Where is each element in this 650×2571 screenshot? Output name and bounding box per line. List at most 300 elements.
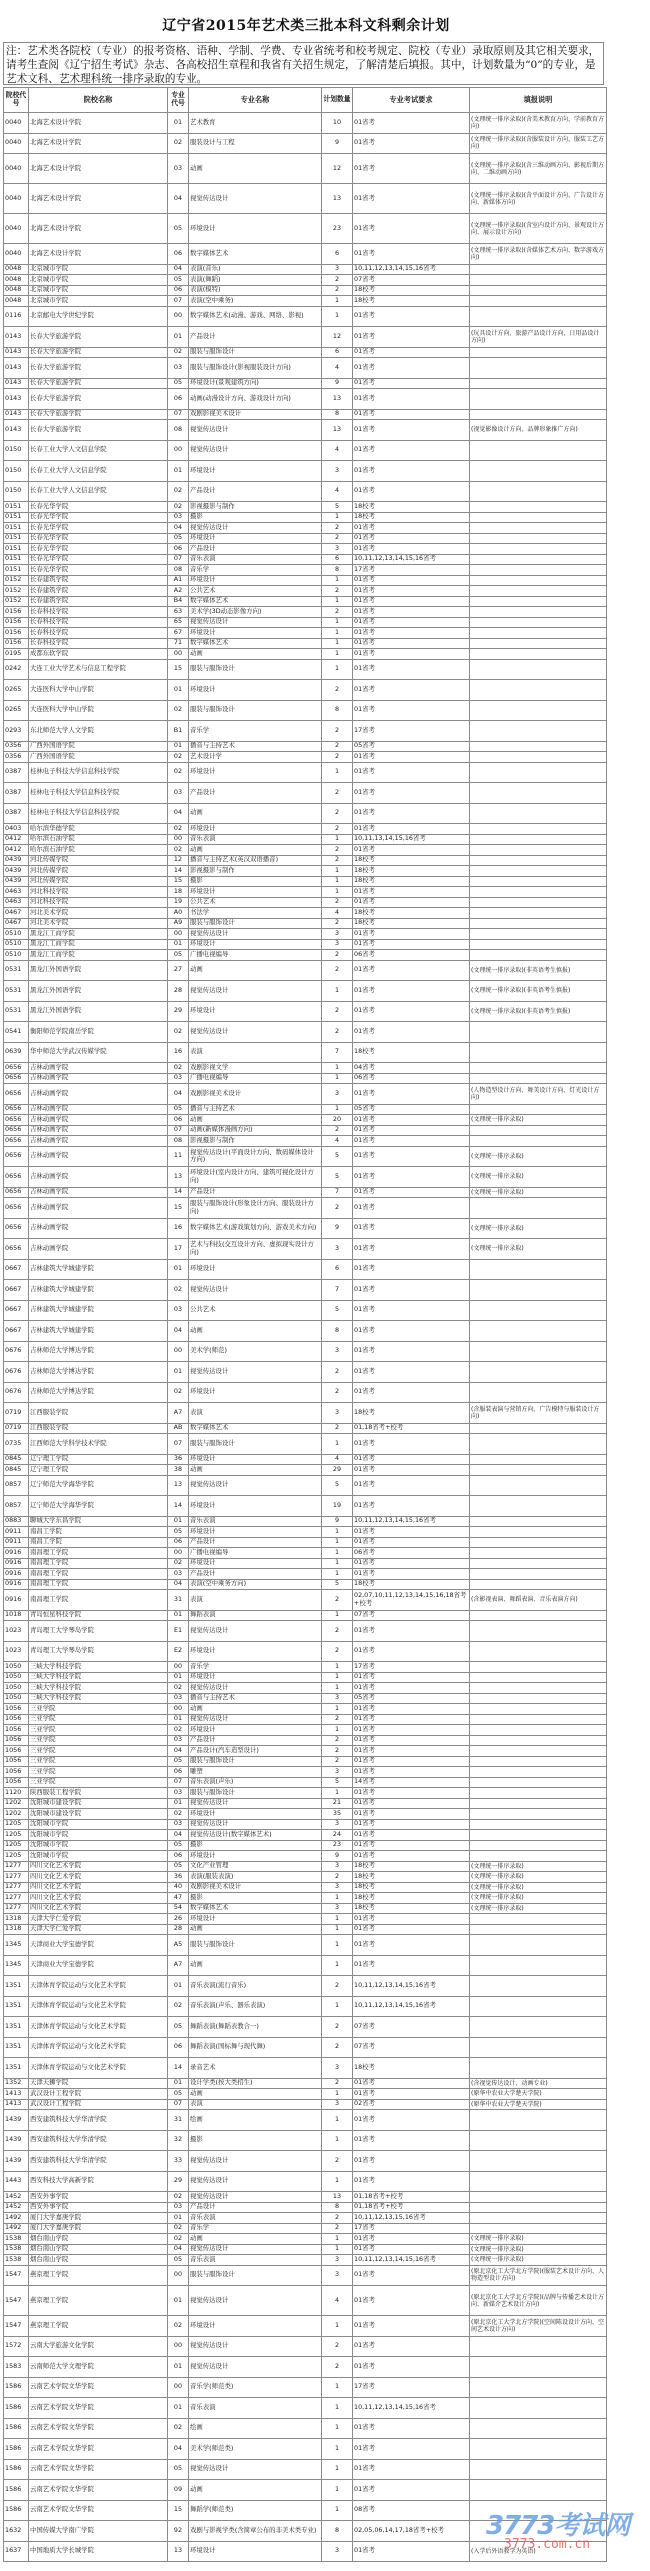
exam-requirement-cell: 01省考 bbox=[353, 2459, 470, 2480]
major-name-cell: 设计学类(按大类招生) bbox=[189, 2078, 322, 2089]
school-name-cell: 河北美术学院 bbox=[29, 908, 168, 919]
table-row bbox=[4, 1454, 607, 1465]
notes-cell bbox=[470, 2336, 607, 2357]
table-row bbox=[4, 741, 607, 752]
major-name-cell: 戏剧影视美术设计 bbox=[189, 1084, 322, 1105]
major-name-cell: 戏剧影视文学 bbox=[189, 1063, 322, 1074]
major-name-cell: 音乐表演(流行音乐) bbox=[189, 1976, 322, 1997]
notes-cell bbox=[470, 1976, 607, 1997]
table-row bbox=[4, 1914, 607, 1925]
major-code-cell: 54 bbox=[168, 1903, 189, 1914]
school-code-cell: 1586 bbox=[4, 2439, 29, 2460]
school-name-cell: 北海艺术设计学院 bbox=[29, 184, 168, 214]
table-row bbox=[4, 1683, 607, 1694]
exam-requirement-cell: 01省考 bbox=[353, 659, 470, 680]
table-row bbox=[4, 2480, 607, 2501]
plan-count-cell: 5 bbox=[322, 1167, 353, 1188]
school-name-cell: 长春科技学院 bbox=[29, 617, 168, 628]
major-name-cell: 数字媒体艺术(动漫、游戏、网络、影视) bbox=[189, 306, 322, 327]
school-code-cell: 0150 bbox=[4, 481, 29, 502]
school-name-cell: 四川文化艺术学院 bbox=[29, 1872, 168, 1883]
school-name-cell: 云南艺术学院文华学院 bbox=[29, 2500, 168, 2521]
school-code-cell: 1018 bbox=[4, 1610, 29, 1621]
school-code-cell: 0356 bbox=[4, 752, 29, 763]
exam-requirement-cell: 01省考 bbox=[353, 533, 470, 544]
plan-count-cell: 2 bbox=[322, 1872, 353, 1883]
major-code-cell: 00 bbox=[168, 306, 189, 327]
major-name-cell: 表演(舞蹈) bbox=[189, 275, 322, 286]
table-row bbox=[4, 1187, 607, 1198]
school-name-cell: 长春光华学院 bbox=[29, 502, 168, 513]
exam-requirement-cell: 01省考 bbox=[353, 133, 470, 154]
plan-count-cell: 1 bbox=[322, 762, 353, 783]
major-name-cell: 环境设计 bbox=[189, 1851, 322, 1862]
major-code-cell: 02 bbox=[168, 845, 189, 856]
school-name-cell: 长春光华学院 bbox=[29, 565, 168, 576]
plan-count-cell: 12 bbox=[322, 327, 353, 348]
exam-requirement-cell: 18校考 bbox=[353, 1893, 470, 1904]
major-name-cell: 产品设计 bbox=[189, 1187, 322, 1198]
major-code-cell: 02 bbox=[168, 824, 189, 835]
school-name-cell: 天津体育学院运动与文化艺术学院 bbox=[29, 2037, 168, 2058]
major-code-cell: 02 bbox=[168, 2316, 189, 2337]
exam-requirement-cell: 01省考 bbox=[353, 1714, 470, 1725]
school-name-cell: 沈阳城市学院 bbox=[29, 1819, 168, 1830]
major-name-cell: 播音与主持艺术 bbox=[189, 741, 322, 752]
school-code-cell: 0916 bbox=[4, 1558, 29, 1569]
school-code-cell: 0150 bbox=[4, 461, 29, 482]
school-name-cell: 北京城市学院 bbox=[29, 285, 168, 296]
table-row bbox=[4, 2151, 607, 2172]
school-name-cell: 河北传媒学院 bbox=[29, 866, 168, 877]
exam-requirement-cell: 05省考 bbox=[353, 1104, 470, 1115]
notes-cell bbox=[470, 1610, 607, 1621]
school-name-cell: 长春科技学院 bbox=[29, 607, 168, 618]
plan-count-cell: 8 bbox=[322, 409, 353, 420]
school-code-cell: 1637 bbox=[4, 2541, 29, 2562]
table-row bbox=[4, 523, 607, 534]
school-code-cell: 0156 bbox=[4, 628, 29, 639]
table-row bbox=[4, 1465, 607, 1476]
exam-requirement-cell: 18校考 bbox=[353, 908, 470, 919]
plan-count-cell: 1 bbox=[322, 1610, 353, 1621]
school-code-cell: 0656 bbox=[4, 1136, 29, 1147]
major-code-cell: 09 bbox=[168, 2480, 189, 2501]
school-code-cell: 0439 bbox=[4, 855, 29, 866]
plan-count-cell: 1 bbox=[322, 512, 353, 523]
exam-requirement-cell: 10,11,13,14,15,16省考 bbox=[353, 834, 470, 845]
school-code-cell: 1056 bbox=[4, 1714, 29, 1725]
school-name-cell: 黑龙江外国语学院 bbox=[29, 960, 168, 981]
notes-cell: (文理统一排序录取) bbox=[470, 2255, 607, 2266]
school-name-cell: 三亚学院 bbox=[29, 1746, 168, 1757]
school-name-cell: 北海艺术设计学院 bbox=[29, 244, 168, 265]
school-name-cell: 长春大学旅游学院 bbox=[29, 378, 168, 389]
table-row bbox=[4, 1767, 607, 1778]
exam-requirement-cell: 01省考 bbox=[353, 783, 470, 804]
plan-count-cell: 9 bbox=[322, 133, 353, 154]
exam-requirement-cell: 01省考 bbox=[353, 1641, 470, 1662]
major-code-cell: 29 bbox=[168, 1001, 189, 1022]
notes-cell bbox=[470, 834, 607, 845]
table-row bbox=[4, 659, 607, 680]
major-code-cell: 02 bbox=[168, 1725, 189, 1736]
school-code-cell: 1572 bbox=[4, 2336, 29, 2357]
header-school-code: 院校代号 bbox=[4, 88, 29, 113]
school-code-cell: 1345 bbox=[4, 1935, 29, 1956]
exam-requirement-cell: 01省考 bbox=[353, 887, 470, 898]
notes-cell bbox=[470, 1683, 607, 1694]
school-name-cell: 四川文化艺术学院 bbox=[29, 1903, 168, 1914]
table-row bbox=[4, 1558, 607, 1569]
exam-requirement-cell: 01省考 bbox=[353, 1798, 470, 1809]
plan-count-cell: 1 bbox=[322, 1935, 353, 1956]
major-code-cell: 00 bbox=[168, 2265, 189, 2286]
major-code-cell: 04 bbox=[168, 523, 189, 534]
table-row bbox=[4, 409, 607, 420]
notes-cell: (文理统一排序录取) bbox=[470, 1167, 607, 1188]
exam-requirement-cell: 02省考 bbox=[353, 2099, 470, 2110]
exam-requirement-cell: 01省考 bbox=[353, 1819, 470, 1830]
school-code-cell: 0541 bbox=[4, 1022, 29, 1043]
table-row bbox=[4, 834, 607, 845]
major-code-cell: 07 bbox=[168, 554, 189, 565]
school-name-cell: 三亚学院 bbox=[29, 1714, 168, 1725]
school-name-cell: 长春光华学院 bbox=[29, 523, 168, 534]
plan-count-cell: 1 bbox=[322, 1893, 353, 1904]
school-name-cell: 南昌工学院 bbox=[29, 1537, 168, 1548]
major-code-cell: 14 bbox=[168, 1187, 189, 1198]
notes-cell bbox=[470, 2480, 607, 2501]
school-code-cell: 1439 bbox=[4, 2110, 29, 2131]
school-code-cell: 1547 bbox=[4, 2316, 29, 2337]
table-row bbox=[4, 1840, 607, 1851]
major-code-cell: 00 bbox=[168, 1662, 189, 1673]
major-code-cell: 07 bbox=[168, 1434, 189, 1455]
major-name-cell: 表演 bbox=[189, 1590, 322, 1611]
major-name-cell: 音乐表演 bbox=[189, 2213, 322, 2224]
school-code-cell: 1050 bbox=[4, 1693, 29, 1704]
notes-cell bbox=[470, 700, 607, 721]
exam-requirement-cell: 01省考 bbox=[353, 1475, 470, 1496]
table-row bbox=[4, 960, 607, 981]
major-name-cell: 视觉传达设计 bbox=[189, 2286, 322, 2316]
major-name-cell: 音乐表演 bbox=[189, 554, 322, 565]
school-code-cell: 1452 bbox=[4, 2192, 29, 2203]
major-name-cell: 环境设计 bbox=[189, 2316, 322, 2337]
notes-cell bbox=[470, 1819, 607, 1830]
school-name-cell: 天津大学仁爱学院 bbox=[29, 1914, 168, 1925]
notes-cell bbox=[470, 783, 607, 804]
school-code-cell: 1277 bbox=[4, 1861, 29, 1872]
plan-count-cell: 8 bbox=[322, 2202, 353, 2213]
school-code-cell: 0143 bbox=[4, 327, 29, 348]
plan-count-cell: 1 bbox=[322, 1725, 353, 1736]
exam-requirement-cell: 02,05,06,14,17,18省考+校考 bbox=[353, 2521, 470, 2542]
school-name-cell: 吉林动画学院 bbox=[29, 1084, 168, 1105]
table-row bbox=[4, 2459, 607, 2480]
school-code-cell: 0242 bbox=[4, 659, 29, 680]
major-name-cell: 音乐学 bbox=[189, 2223, 322, 2234]
major-code-cell: 16 bbox=[168, 1042, 189, 1063]
table-row bbox=[4, 2171, 607, 2192]
exam-requirement-cell: 18校考 bbox=[353, 1882, 470, 1893]
school-code-cell: 1586 bbox=[4, 2459, 29, 2480]
table-row bbox=[4, 638, 607, 649]
table-row bbox=[4, 1924, 607, 1935]
table-row bbox=[4, 1537, 607, 1548]
table-row bbox=[4, 296, 607, 307]
school-name-cell: 长春建筑学院 bbox=[29, 596, 168, 607]
table-row bbox=[4, 1693, 607, 1704]
school-name-cell: 吉林师范大学博达学院 bbox=[29, 1362, 168, 1383]
school-code-cell: 1277 bbox=[4, 1903, 29, 1914]
notes-cell bbox=[470, 638, 607, 649]
major-code-cell: 31 bbox=[168, 1590, 189, 1611]
major-name-cell: 动画 bbox=[189, 2089, 322, 2100]
major-code-cell: 11 bbox=[168, 1146, 189, 1167]
notes-cell bbox=[470, 554, 607, 565]
school-name-cell: 西安外事学院 bbox=[29, 2202, 168, 2213]
major-name-cell: 摄影 bbox=[189, 876, 322, 887]
notes-cell bbox=[470, 2459, 607, 2480]
major-code-cell: 07 bbox=[168, 409, 189, 420]
plan-count-cell: 1 bbox=[322, 2500, 353, 2521]
major-code-cell: 04 bbox=[168, 2439, 189, 2460]
school-name-cell: 广西外国语学院 bbox=[29, 741, 168, 752]
major-name-cell: 数字媒体艺术 bbox=[189, 638, 322, 649]
major-code-cell: 01 bbox=[168, 327, 189, 348]
exam-requirement-cell: 01省考 bbox=[353, 1569, 470, 1580]
major-code-cell: 03 bbox=[168, 783, 189, 804]
major-name-cell: 录音艺术 bbox=[189, 2058, 322, 2079]
school-name-cell: 四川文化艺术学院 bbox=[29, 1861, 168, 1872]
major-code-cell: 00 bbox=[168, 1704, 189, 1715]
notes-cell bbox=[470, 347, 607, 358]
notes-cell bbox=[470, 1042, 607, 1063]
school-code-cell: 1205 bbox=[4, 1830, 29, 1841]
exam-requirement-cell: 10,11,12,13,14,15,16省考 bbox=[353, 1516, 470, 1527]
exam-requirement-cell: 01省考 bbox=[353, 1527, 470, 1538]
major-code-cell: 00 bbox=[168, 649, 189, 660]
exam-requirement-cell: 18校考 bbox=[353, 502, 470, 513]
school-name-cell: 天津商业大学宝德学院 bbox=[29, 1935, 168, 1956]
school-code-cell: 1547 bbox=[4, 2286, 29, 2316]
major-name-cell: 视觉传达设计 bbox=[189, 2357, 322, 2378]
notes-cell bbox=[470, 2037, 607, 2058]
major-code-cell: 03 bbox=[168, 1819, 189, 1830]
major-code-cell: 03 bbox=[168, 512, 189, 523]
header-school-name: 院校名称 bbox=[29, 88, 168, 113]
notes-cell bbox=[470, 1924, 607, 1935]
plan-count-cell: 5 bbox=[322, 1579, 353, 1590]
major-name-cell: 产品设计 bbox=[189, 1569, 322, 1580]
major-code-cell: 47 bbox=[168, 1893, 189, 1904]
notes-cell bbox=[470, 1704, 607, 1715]
school-name-cell: 长春光华学院 bbox=[29, 554, 168, 565]
exam-requirement-cell: 10,11,12,13,14,15,16省考 bbox=[353, 264, 470, 275]
school-name-cell: 四川文化艺术学院 bbox=[29, 1882, 168, 1893]
notes-cell: (文理统一排序录取)(含美术教育方向、学前教育方向) bbox=[470, 113, 607, 134]
table-row bbox=[4, 1893, 607, 1904]
major-code-cell: 05 bbox=[168, 2459, 189, 2480]
major-code-cell: 13 bbox=[168, 1475, 189, 1496]
school-name-cell: 哈尔滨华德学院 bbox=[29, 824, 168, 835]
major-name-cell: 舞蹈表演 bbox=[189, 1610, 322, 1621]
plan-count-cell: 3 bbox=[322, 2099, 353, 2110]
school-code-cell: 0143 bbox=[4, 389, 29, 410]
school-code-cell: 0151 bbox=[4, 512, 29, 523]
major-code-cell: 01 bbox=[168, 1610, 189, 1621]
table-row bbox=[4, 1104, 607, 1115]
table-row bbox=[4, 378, 607, 389]
notes-cell bbox=[470, 1198, 607, 1219]
school-code-cell: 0639 bbox=[4, 1042, 29, 1063]
plan-count-cell: 1 bbox=[322, 1924, 353, 1935]
exam-requirement-cell: 01省考 bbox=[353, 1955, 470, 1976]
school-name-cell: 云南艺术学院文华学院 bbox=[29, 2480, 168, 2501]
plan-count-cell: 5 bbox=[322, 1300, 353, 1321]
exam-requirement-cell: 18校考 bbox=[353, 1042, 470, 1063]
plan-count-cell: 2 bbox=[322, 1362, 353, 1383]
major-code-cell: 00 bbox=[168, 1341, 189, 1362]
exam-requirement-cell: 01省考 bbox=[353, 628, 470, 639]
school-code-cell: 1413 bbox=[4, 2089, 29, 2100]
table-row bbox=[4, 1672, 607, 1683]
notes-cell: (含视觉传达设计、动画专业) bbox=[470, 2078, 607, 2089]
major-code-cell: 04 bbox=[168, 803, 189, 824]
school-name-cell: 河北美术学院 bbox=[29, 918, 168, 929]
plan-count-cell: 1 bbox=[322, 659, 353, 680]
major-name-cell: 表演 bbox=[189, 1042, 322, 1063]
notes-cell bbox=[470, 1777, 607, 1788]
major-code-cell: 04 bbox=[168, 184, 189, 214]
school-code-cell: 0656 bbox=[4, 1104, 29, 1115]
exam-requirement-cell: 01省考 bbox=[353, 1704, 470, 1715]
school-name-cell: 长春工业大学人文信息学院 bbox=[29, 440, 168, 461]
school-code-cell: 0040 bbox=[4, 184, 29, 214]
school-code-cell: 0412 bbox=[4, 845, 29, 856]
major-code-cell: 01 bbox=[168, 939, 189, 950]
major-name-cell: 动画 bbox=[189, 803, 322, 824]
plan-count-cell: 1 bbox=[322, 1996, 353, 2017]
notes-cell bbox=[470, 1672, 607, 1683]
exam-requirement-cell: 18校考 bbox=[353, 1579, 470, 1590]
exam-requirement-cell: 01省考 bbox=[353, 1496, 470, 1517]
notes-cell: (文理统一排序录取)(含服装设计方向、服装工艺方向) bbox=[470, 133, 607, 154]
table-row bbox=[4, 2037, 607, 2058]
major-name-cell: 表演(服装表演) bbox=[189, 1872, 322, 1883]
school-name-cell: 三峡大学科技学院 bbox=[29, 1662, 168, 1673]
notes-cell: (入学后外语教学为英语) bbox=[470, 2541, 607, 2562]
page-title: 辽宁省2015年艺术类三批本科文科剩余计划 bbox=[162, 18, 450, 34]
notes-cell bbox=[470, 1714, 607, 1725]
school-code-cell: 0916 bbox=[4, 1548, 29, 1559]
major-code-cell: E2 bbox=[168, 1641, 189, 1662]
table-row bbox=[4, 1590, 607, 1611]
table-row bbox=[4, 1798, 607, 1809]
table-row bbox=[4, 133, 607, 154]
school-name-cell: 广西外国语学院 bbox=[29, 752, 168, 763]
school-name-cell: 吉林动画学院 bbox=[29, 1167, 168, 1188]
school-name-cell: 南昌理工学院 bbox=[29, 1579, 168, 1590]
major-code-cell: 92 bbox=[168, 2521, 189, 2542]
school-code-cell: 0911 bbox=[4, 1537, 29, 1548]
plan-count-cell: 1 bbox=[322, 1558, 353, 1569]
school-name-cell: 江西服装学院 bbox=[29, 1423, 168, 1434]
notes-cell: (文理统一排序录取) bbox=[470, 1861, 607, 1872]
notes-cell bbox=[470, 533, 607, 544]
table-row bbox=[4, 887, 607, 898]
exam-requirement-cell: 01省考 bbox=[353, 1621, 470, 1642]
major-code-cell: A9 bbox=[168, 918, 189, 929]
major-name-cell: 环境设计 bbox=[189, 1558, 322, 1569]
table-row bbox=[4, 2234, 607, 2245]
plan-count-cell: 1 bbox=[322, 1914, 353, 1925]
major-name-cell: 动画(动漫设计方向、游戏设计方向) bbox=[189, 389, 322, 410]
plan-count-cell: 2 bbox=[322, 2223, 353, 2234]
notes-cell bbox=[470, 512, 607, 523]
table-row bbox=[4, 908, 607, 919]
major-name-cell: 广播电视编导 bbox=[189, 1548, 322, 1559]
table-row bbox=[4, 2418, 607, 2439]
exam-requirement-cell: 01省考 bbox=[353, 1454, 470, 1465]
plan-count-cell: 12 bbox=[322, 154, 353, 184]
major-name-cell: 艺术教育 bbox=[189, 113, 322, 134]
exam-requirement-cell: 01省考 bbox=[353, 2541, 470, 2562]
school-name-cell: 武汉设计工程学院 bbox=[29, 2099, 168, 2110]
table-row bbox=[4, 565, 607, 576]
major-name-cell: 视觉传达设计 bbox=[189, 523, 322, 534]
major-name-cell: 产品设计(汽车造型设计) bbox=[189, 1746, 322, 1757]
notes-cell bbox=[470, 680, 607, 701]
school-code-cell: 0656 bbox=[4, 1239, 29, 1260]
table-row bbox=[4, 939, 607, 950]
exam-requirement-cell: 01省考 bbox=[353, 306, 470, 327]
school-name-cell: 南昌理工学院 bbox=[29, 1569, 168, 1580]
notes-cell bbox=[470, 2171, 607, 2192]
notes-cell: (文理统一排序录取) bbox=[470, 1239, 607, 1260]
exam-requirement-cell: 01省考 bbox=[353, 1300, 470, 1321]
school-name-cell: 西安建筑科技大学华清学院 bbox=[29, 2110, 168, 2131]
plan-count-cell: 3 bbox=[322, 1861, 353, 1872]
major-name-cell: 环境设计 bbox=[189, 1001, 322, 1022]
major-code-cell: 29 bbox=[168, 2171, 189, 2192]
exam-requirement-cell: 01省考 bbox=[353, 803, 470, 824]
major-code-cell: 07 bbox=[168, 296, 189, 307]
major-name-cell: 环境设计 bbox=[189, 1672, 322, 1683]
major-name-cell: 视觉传达设计 bbox=[189, 184, 322, 214]
school-name-cell: 吉林建筑大学城建学院 bbox=[29, 1300, 168, 1321]
plan-count-cell: 3 bbox=[322, 1882, 353, 1893]
major-code-cell: 02 bbox=[168, 1558, 189, 1569]
major-name-cell: 动画 bbox=[189, 1465, 322, 1476]
school-code-cell: 0463 bbox=[4, 887, 29, 898]
school-name-cell: 黑龙江工商学院 bbox=[29, 929, 168, 940]
school-code-cell: 0156 bbox=[4, 638, 29, 649]
table-row bbox=[4, 680, 607, 701]
exam-requirement-cell: 10,11,12,13,14,15,16省考 bbox=[353, 554, 470, 565]
major-code-cell: 08 bbox=[168, 1136, 189, 1147]
notes-cell bbox=[470, 461, 607, 482]
table-row bbox=[4, 1621, 607, 1642]
plan-count-cell: 7 bbox=[322, 1042, 353, 1063]
school-name-cell: 黑龙江外国语学院 bbox=[29, 981, 168, 1002]
school-code-cell: 1050 bbox=[4, 1683, 29, 1694]
school-code-cell: 1205 bbox=[4, 1851, 29, 1862]
school-code-cell: 0667 bbox=[4, 1321, 29, 1342]
school-name-cell: 三亚学院 bbox=[29, 1725, 168, 1736]
